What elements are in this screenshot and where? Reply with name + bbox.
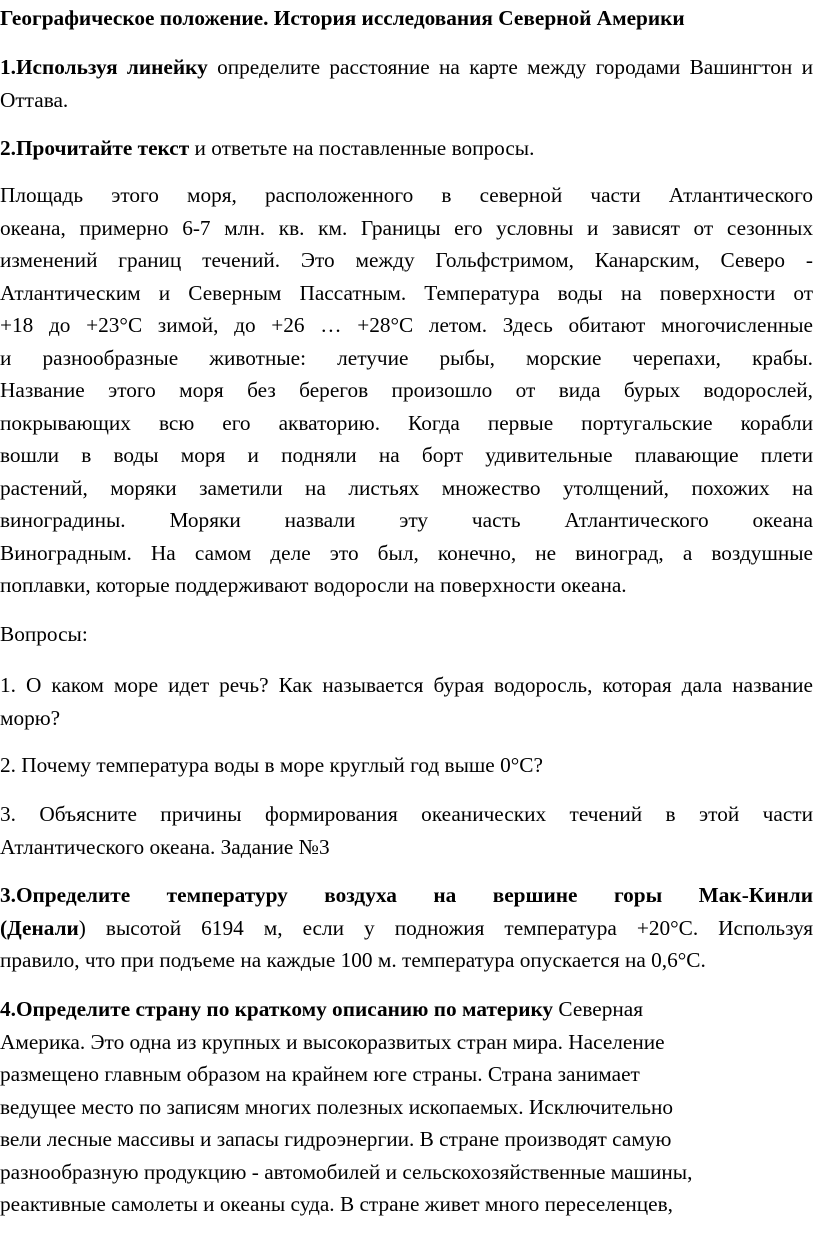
passage-line: и разнообразные животные: летучие рыбы, морские черепахи, крабы. <box>0 345 813 370</box>
passage <box>0 179 813 602</box>
questions-heading-text: Вопросы: <box>0 622 88 646</box>
task-1-text: определите расстояние на карте между городами Вашингтон и Оттава. <box>0 55 813 112</box>
passage-line: виноградины. Моряки назвали эту часть Атлантического океана <box>0 508 813 532</box>
passage-line: изменений границ течений. Это между Гольфстримом, Канарским, Северо - <box>0 248 813 272</box>
passage-line: океана, примерно 6-7 млн. кв. км. Границы его условны и зависят от сезонных <box>0 215 813 240</box>
task-4-line: реактивные самолеты и океаны суда. В стране живет много переселенцев, <box>0 1192 673 1216</box>
task-2 <box>0 132 813 165</box>
task-4-label: 4.Определите страну по краткому описанию по материку <box>0 997 554 1021</box>
passage-line: +18 до +23°С зимой, до +26 … +28°С летом. Здесь обитают многочисленные <box>0 313 813 337</box>
task-4 <box>0 993 813 1221</box>
task-4-line: размещено главным образом на крайнем юге страны. Страна занимает <box>0 1062 640 1086</box>
task-2-text: и ответьте на поставленные вопросы. <box>194 136 535 160</box>
passage-line: покрывающих всю его акваторию. Когда первые португальские корабли <box>0 410 813 435</box>
task-3 <box>0 879 813 977</box>
task-3-text: ) высотой 6194 м, если у подножия температура +20°С. Используя <box>78 915 813 940</box>
task-3-text-end: правило, что при подъеме на каждые 100 м. температура опускается на 0,6°С. <box>0 948 706 972</box>
passage-line: Атлантическим и Северным Пассатным. Температура воды на поверхности от <box>0 280 813 305</box>
task-3-label: 3.Определите температуру воздуха на вершине горы Мак-Кинли <box>0 883 813 907</box>
question-2-text: 2. Почему температура воды в море круглый год выше 0°С? <box>0 753 543 777</box>
question-3 <box>0 798 813 863</box>
task-4-line: разнообразную продукцию - автомобилей и сельскохозяйственные машины, <box>0 1159 693 1184</box>
passage-line: поплавки, которые поддерживают водоросли на поверхности океана. <box>0 573 627 597</box>
page-title <box>0 2 813 35</box>
question-1-text: 1. О каком море идет речь? Как называется бурая водоросль, которая дала название морю? <box>0 673 813 730</box>
task-1 <box>0 51 813 116</box>
task-4-line: вели лесные массивы и запасы гидроэнергии. В стране производят самую <box>0 1127 672 1151</box>
title-text: Географическое положение. История исследования Северной Америки <box>0 6 685 30</box>
question-1 <box>0 669 813 734</box>
task-4-line: Америка. Это одна из крупных и высокоразвитых стран мира. Население <box>0 1029 665 1054</box>
task-2-label: 2.Прочитайте текст <box>0 136 190 160</box>
passage-line: растений, моряки заметили на листьях множество утолщений, похожих на <box>0 475 813 500</box>
questions-heading <box>0 618 813 651</box>
task-3-label-cont: (Денали <box>0 915 79 940</box>
task-4-line: ведущее место по записям многих полезных ископаемых. Исключительно <box>0 1094 674 1119</box>
passage-line: Название этого моря без берегов произошло от вида бурых водорослей, <box>0 378 813 402</box>
task-4-text: Северная <box>558 997 644 1021</box>
task-1-label: 1.Используя линейку <box>0 55 208 79</box>
passage-line: Площадь этого моря, расположенного в северной части Атлантического <box>0 183 813 207</box>
question-2 <box>0 749 813 782</box>
passage-line: Виноградным. На самом деле это был, конечно, не виноград, а воздушные <box>0 540 813 565</box>
passage-line: вошли в воды моря и подняли на борт удивительные плавающие плети <box>0 443 813 467</box>
question-3-text: 3. Объясните причины формирования океанических течений в этой части Атлантического океана. Задание №3 <box>0 802 813 859</box>
